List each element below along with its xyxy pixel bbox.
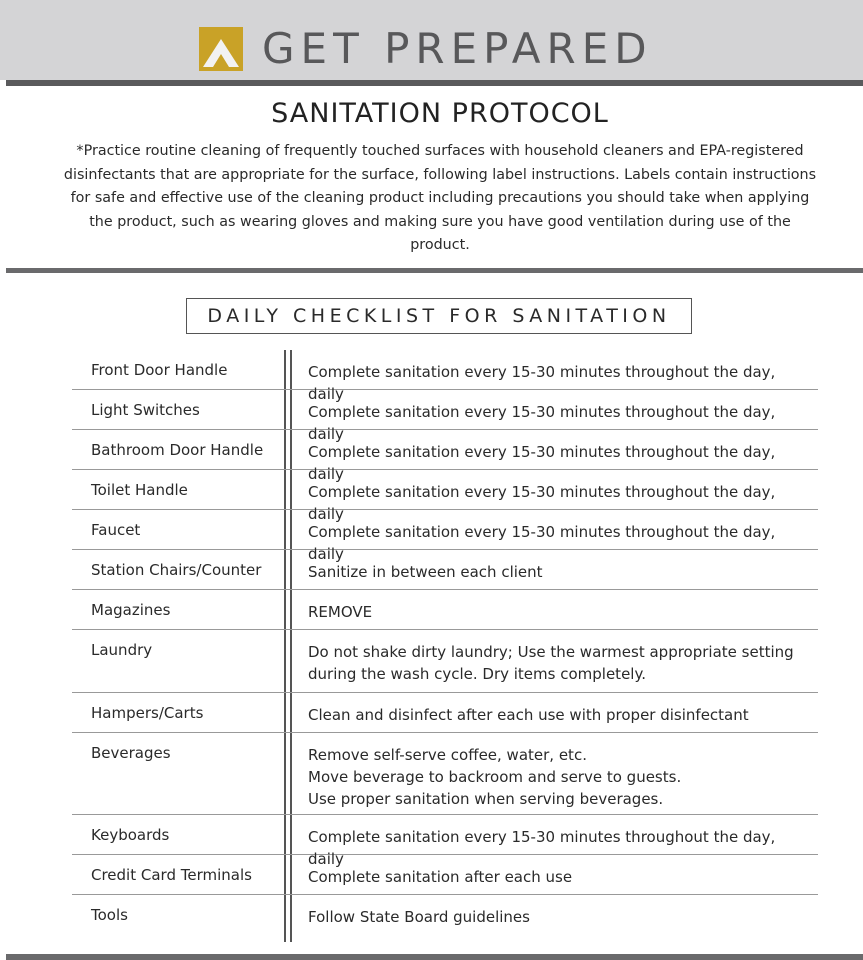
row-instruction: Complete sanitation every 15-30 minutes throughout the day, daily [308,483,776,523]
row-item: Tools [91,906,128,924]
gold-triangle-logo-icon [199,27,243,71]
table-row [72,733,818,815]
row-instruction: Complete sanitation every 15-30 minutes throughout the day, daily [308,443,776,483]
table-row [72,470,818,523]
table-row [72,855,818,895]
header-rule [6,80,863,86]
bottom-rule [6,954,863,960]
brand-title: GET PREPARED [262,24,653,73]
row-item: Station Chairs/Counter [91,561,262,579]
row-instruction: Complete sanitation every 15-30 minutes throughout the day, daily [308,403,776,443]
row-instruction: REMOVE [308,603,373,621]
row-instruction: Complete sanitation every 15-30 minutes throughout the day, daily [308,523,776,563]
table-row [72,590,818,630]
sanitation-checklist-table [72,350,818,935]
row-item: Keyboards [91,826,170,844]
row-instruction: Clean and disinfect after each use with proper disinfectant [308,706,749,724]
row-item: Front Door Handle [91,361,228,379]
table-row [72,693,818,733]
row-item: Laundry [91,641,153,659]
page-title: SANITATION PROTOCOL [271,98,609,129]
row-item: Toilet Handle [91,481,188,499]
table-row [72,390,818,443]
table-row [72,350,818,403]
intro-paragraph: *Practice routine cleaning of frequently touched surfaces with household cleaners and EPA-registered disinfectants that are appropriate for the surface, following label instructions. Labels contain instructions for safe and effective use of the cleaning product including precautions you should take when applying the product, such as wearing gloves and making sure you have good ventilation during use of the product. [63,143,817,253]
row-item: Hampers/Carts [91,704,204,722]
row-instruction: Complete sanitation every 15-30 minutes throughout the day, daily [308,363,776,403]
row-item: Bathroom Door Handle [91,441,264,459]
row-instruction: Follow State Board guidelines [308,908,530,926]
row-item: Light Switches [91,401,200,419]
table-row [72,815,818,868]
row-instruction: Sanitize in between each client [308,563,543,581]
table-row [72,630,818,693]
row-item: Credit Card Terminals [91,866,252,884]
table-row [72,550,818,590]
table-row [72,895,818,935]
checklist-title: DAILY CHECKLIST FOR SANITATION [207,305,671,327]
row-instruction: Complete sanitation after each use [308,868,573,886]
row-item: Faucet [91,521,141,539]
checklist-title-box [186,298,692,334]
section-divider [6,268,863,273]
table-row [72,430,818,483]
row-instruction: Remove self-serve coffee, water, etc. Move beverage to backroom and serve to guests. Use proper sanitation when serving beverages. [308,746,682,808]
row-item: Magazines [91,601,171,619]
row-instruction: Do not shake dirty laundry; Use the warmest appropriate setting during the wash cycle. Dry items completely. [308,643,794,683]
table-row [72,510,818,563]
row-instruction: Complete sanitation every 15-30 minutes throughout the day, daily [308,828,776,868]
row-item: Beverages [91,744,171,762]
